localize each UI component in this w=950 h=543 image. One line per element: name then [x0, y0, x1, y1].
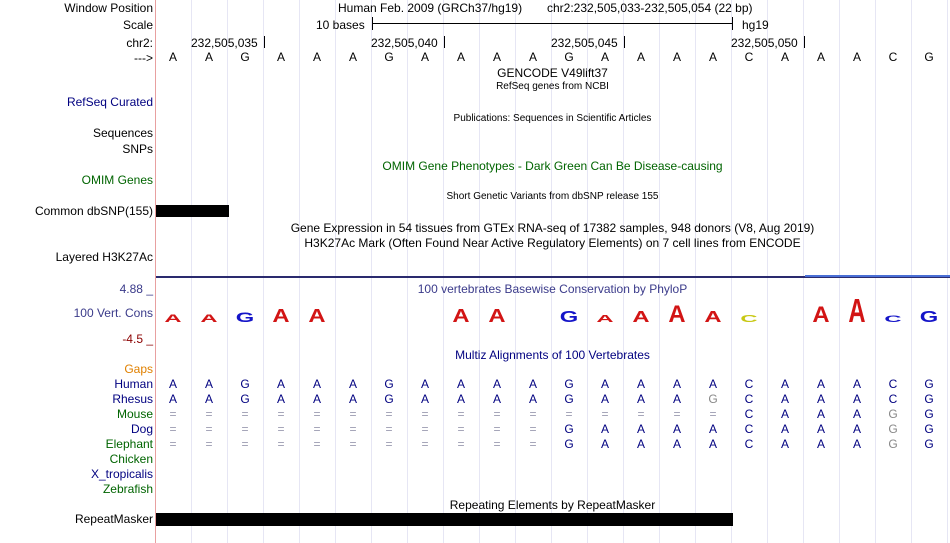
alignment-base: = — [277, 437, 285, 451]
sequence-base: A — [276, 50, 285, 64]
alignment-base: = — [529, 437, 537, 451]
alignment-base: A — [492, 392, 501, 406]
alignment-base: G — [564, 392, 574, 406]
omim-track-title[interactable]: OMIM Gene Phenotypes - Dark Green Can Be Disease-causing — [382, 159, 723, 173]
alignment-base: = — [313, 407, 321, 421]
conservation-letter: A — [704, 308, 722, 326]
alignment-base: G — [888, 407, 898, 421]
alignment-base: G — [240, 377, 250, 391]
tick-label: 232,505,045 — [551, 36, 618, 50]
repeatmasker-track-title[interactable]: Repeating Elements by RepeatMasker — [449, 498, 656, 512]
scale-label: Scale — [122, 18, 153, 32]
species-label[interactable]: Zebrafish — [102, 482, 153, 496]
sequence-base: G — [240, 50, 250, 64]
alignment-base: = — [385, 422, 393, 436]
h3k27ac-track-title[interactable]: H3K27Ac Mark (Often Found Near Active Regulatory Elements) on 7 cell lines from ENCODE — [304, 236, 801, 250]
alignment-base: = — [457, 422, 465, 436]
species-label[interactable]: Elephant — [105, 437, 153, 451]
alignment-base: A — [780, 437, 789, 451]
scale-bar-right-cap — [732, 17, 733, 30]
alignment-base: = — [241, 407, 249, 421]
sequence-base: A — [600, 50, 609, 64]
refseq-track-title[interactable]: RefSeq genes from NCBI — [496, 81, 609, 92]
window-position-label: Window Position — [64, 1, 153, 15]
alignment-base: A — [276, 377, 285, 391]
alignment-base: = — [385, 437, 393, 451]
alignment-base: A — [600, 377, 609, 391]
conservation-letter: G — [559, 308, 579, 326]
alignment-base: G — [924, 422, 934, 436]
tick-mark — [444, 36, 445, 48]
db-label: hg19 — [742, 18, 769, 32]
multiz-track-title[interactable]: Multiz Alignments of 100 Vertebrates — [455, 348, 650, 362]
alignment-base: = — [457, 407, 465, 421]
coordinate-range[interactable]: chr2:232,505,033-232,505,054 (22 bp) — [547, 1, 753, 15]
sequence-base: A — [708, 50, 717, 64]
tick-label: 232,505,050 — [731, 36, 798, 50]
alignment-base: = — [169, 437, 177, 451]
alignment-base: = — [493, 437, 501, 451]
publications-track-title[interactable]: Publications: Sequences in Scientific Articles — [453, 113, 652, 124]
sequence-base: A — [852, 50, 861, 64]
alignment-base: A — [636, 377, 645, 391]
alignment-base: = — [385, 407, 393, 421]
alignment-base: = — [421, 422, 429, 436]
alignment-base: G — [924, 377, 934, 391]
alignment-base: A — [456, 377, 465, 391]
species-label[interactable]: Rhesus — [112, 392, 153, 406]
alignment-base: = — [349, 407, 357, 421]
alignment-base: A — [276, 392, 285, 406]
conservation-min: -4.5 _ — [122, 332, 153, 346]
alignment-base: A — [420, 377, 429, 391]
alignment-base: A — [348, 377, 357, 391]
alignment-base: A — [600, 437, 609, 451]
alignment-base: A — [672, 377, 681, 391]
alignment-base: = — [313, 422, 321, 436]
alignment-base: = — [493, 422, 501, 436]
sequence-base: A — [168, 50, 177, 64]
h3k27ac-signal-peak — [805, 275, 950, 277]
tick-mark — [804, 36, 805, 48]
sequence-base: G — [924, 50, 934, 64]
alignment-base: A — [456, 392, 465, 406]
sequence-base: C — [744, 50, 754, 64]
alignment-base: A — [816, 422, 825, 436]
conservation-letter: A — [848, 296, 866, 326]
alignment-base: C — [744, 392, 754, 406]
gencode-track-title[interactable]: GENCODE V49lift37 — [497, 66, 608, 80]
alignment-base: A — [852, 422, 861, 436]
conservation-letter: A — [452, 306, 470, 326]
vert-cons-label[interactable]: 100 Vert. Cons — [73, 306, 153, 320]
sequence-base: A — [780, 50, 789, 64]
alignment-base: A — [780, 377, 789, 391]
snps-label[interactable]: SNPs — [122, 142, 153, 156]
sequences-label[interactable]: Sequences — [92, 126, 153, 140]
alignment-base: A — [312, 392, 321, 406]
alignment-base: A — [852, 377, 861, 391]
sequence-base: A — [420, 50, 429, 64]
alignment-base: G — [564, 437, 574, 451]
alignment-base: A — [708, 422, 717, 436]
conservation-letter: G — [919, 308, 939, 326]
alignment-base: A — [204, 392, 213, 406]
alignment-base: A — [168, 377, 177, 391]
alignment-base: A — [816, 437, 825, 451]
chromosome-label: chr2: — [126, 36, 153, 50]
alignment-base: C — [744, 422, 754, 436]
alignment-base: A — [168, 392, 177, 406]
alignment-base: = — [709, 407, 717, 421]
alignment-base: = — [313, 437, 321, 451]
alignment-base: G — [564, 422, 574, 436]
alignment-base: = — [421, 407, 429, 421]
alignment-base: = — [205, 437, 213, 451]
alignment-base: = — [241, 422, 249, 436]
conservation-letter: A — [668, 301, 686, 326]
alignment-base: G — [240, 392, 250, 406]
alignment-base: C — [888, 377, 898, 391]
strand-label: ---> — [134, 51, 153, 65]
alignment-base: A — [204, 377, 213, 391]
refseq-curated-label[interactable]: RefSeq Curated — [66, 95, 153, 109]
species-label[interactable]: Chicken — [109, 452, 153, 466]
alignment-base: = — [493, 407, 501, 421]
conservation-letter: A — [200, 311, 218, 325]
conservation-max: 4.88 _ — [119, 282, 153, 296]
sequence-base: A — [492, 50, 501, 64]
assembly-title: Human Feb. 2009 (GRCh37/hg19) — [338, 1, 523, 15]
alignment-base: = — [205, 422, 213, 436]
sequence-base: A — [348, 50, 357, 64]
alignment-base: G — [708, 392, 718, 406]
alignment-base: A — [672, 422, 681, 436]
sequence-base: A — [312, 50, 321, 64]
conservation-letter: G — [235, 309, 255, 326]
conservation-letter: C — [884, 314, 902, 324]
alignment-base: G — [924, 407, 934, 421]
alignment-base: A — [816, 392, 825, 406]
alignment-base: A — [816, 407, 825, 421]
alignment-base: G — [564, 377, 574, 391]
alignment-base: A — [348, 392, 357, 406]
dbsnp-feature-bar[interactable] — [156, 205, 229, 217]
species-label[interactable]: Human — [114, 377, 153, 391]
alignment-base: = — [349, 437, 357, 451]
alignment-base: = — [169, 407, 177, 421]
tick-mark — [264, 36, 265, 48]
alignment-base: C — [744, 377, 754, 391]
alignment-base: A — [528, 392, 537, 406]
alignment-base: A — [600, 422, 609, 436]
tick-mark — [624, 36, 625, 48]
scale-text: 10 bases — [316, 18, 365, 32]
alignment-base: A — [636, 392, 645, 406]
conservation-letter: A — [812, 301, 830, 326]
alignment-base: = — [169, 422, 177, 436]
alignment-base: A — [672, 437, 681, 451]
tick-label: 232,505,035 — [191, 36, 258, 50]
alignment-base: G — [924, 437, 934, 451]
conservation-letter: A — [272, 306, 290, 326]
alignment-base: = — [241, 437, 249, 451]
alignment-base: = — [565, 407, 573, 421]
alignment-base: A — [636, 422, 645, 436]
sequence-base: A — [636, 50, 645, 64]
tick-label: 232,505,040 — [371, 36, 438, 50]
scale-bar — [372, 23, 733, 24]
conservation-letter: A — [308, 306, 326, 326]
gtex-track-title[interactable]: Gene Expression in 54 tissues from GTEx RNA-seq of 17382 samples, 948 donors (V8, Aug 2019) — [290, 221, 815, 235]
alignment-base: A — [780, 407, 789, 421]
sequence-base: A — [456, 50, 465, 64]
omim-genes-label[interactable]: OMIM Genes — [81, 173, 153, 187]
alignment-base: = — [673, 407, 681, 421]
alignment-base: A — [600, 392, 609, 406]
alignment-base: = — [277, 422, 285, 436]
alignment-base: = — [637, 407, 645, 421]
alignment-base: A — [780, 422, 789, 436]
alignment-base: = — [529, 407, 537, 421]
alignment-base: = — [529, 422, 537, 436]
alignment-base: G — [888, 437, 898, 451]
alignment-base: A — [708, 437, 717, 451]
conservation-letter: A — [164, 311, 182, 325]
alignment-base: A — [852, 437, 861, 451]
alignment-base: A — [708, 377, 717, 391]
alignment-base: G — [924, 392, 934, 406]
sequence-base: A — [816, 50, 825, 64]
alignment-base: = — [277, 407, 285, 421]
alignment-base: C — [888, 392, 898, 406]
dbsnp-track-title[interactable]: Short Genetic Variants from dbSNP release 155 — [446, 191, 659, 202]
alignment-base: A — [420, 392, 429, 406]
sequence-base: C — [888, 50, 898, 64]
conservation-track-title[interactable]: 100 vertebrates Basewise Conservation by PhyloP — [417, 282, 688, 296]
alignment-base: G — [384, 392, 394, 406]
conservation-letter: A — [596, 313, 614, 325]
conservation-logo — [155, 296, 950, 326]
species-label[interactable]: Gaps — [124, 362, 153, 376]
sequence-base: A — [672, 50, 681, 64]
alignment-base: A — [780, 392, 789, 406]
alignment-base: A — [528, 377, 537, 391]
alignment-base: A — [852, 392, 861, 406]
species-label[interactable]: Dog — [130, 422, 153, 436]
alignment-base: A — [816, 377, 825, 391]
alignment-base: = — [601, 407, 609, 421]
species-label[interactable]: X_tropicalis — [90, 467, 153, 481]
alignment-base: = — [421, 437, 429, 451]
sequence-base: A — [528, 50, 537, 64]
alignment-base: C — [744, 437, 754, 451]
common-dbsnp-label[interactable]: Common dbSNP(155) — [34, 204, 153, 218]
sequence-base: A — [204, 50, 213, 64]
species-label[interactable]: Mouse — [116, 407, 153, 421]
alignment-base: = — [349, 422, 357, 436]
sequence-base: G — [384, 50, 394, 64]
alignment-base: G — [384, 377, 394, 391]
sequence-base: G — [564, 50, 574, 64]
alignment-base: A — [672, 392, 681, 406]
alignment-base: = — [457, 437, 465, 451]
alignment-base: C — [744, 407, 754, 421]
alignment-base: G — [888, 422, 898, 436]
conservation-letter: A — [488, 306, 506, 326]
repeatmasker-label[interactable]: RepeatMasker — [74, 512, 153, 526]
conservation-letter: A — [632, 308, 650, 326]
conservation-letter: C — [740, 313, 758, 325]
alignment-base: A — [492, 377, 501, 391]
alignment-base: A — [312, 377, 321, 391]
layered-h3k27ac-label[interactable]: Layered H3K27Ac — [55, 250, 153, 264]
alignment-base: A — [852, 407, 861, 421]
alignment-base: = — [205, 407, 213, 421]
alignment-base: A — [636, 437, 645, 451]
repeatmasker-feature-bar[interactable] — [156, 513, 733, 526]
